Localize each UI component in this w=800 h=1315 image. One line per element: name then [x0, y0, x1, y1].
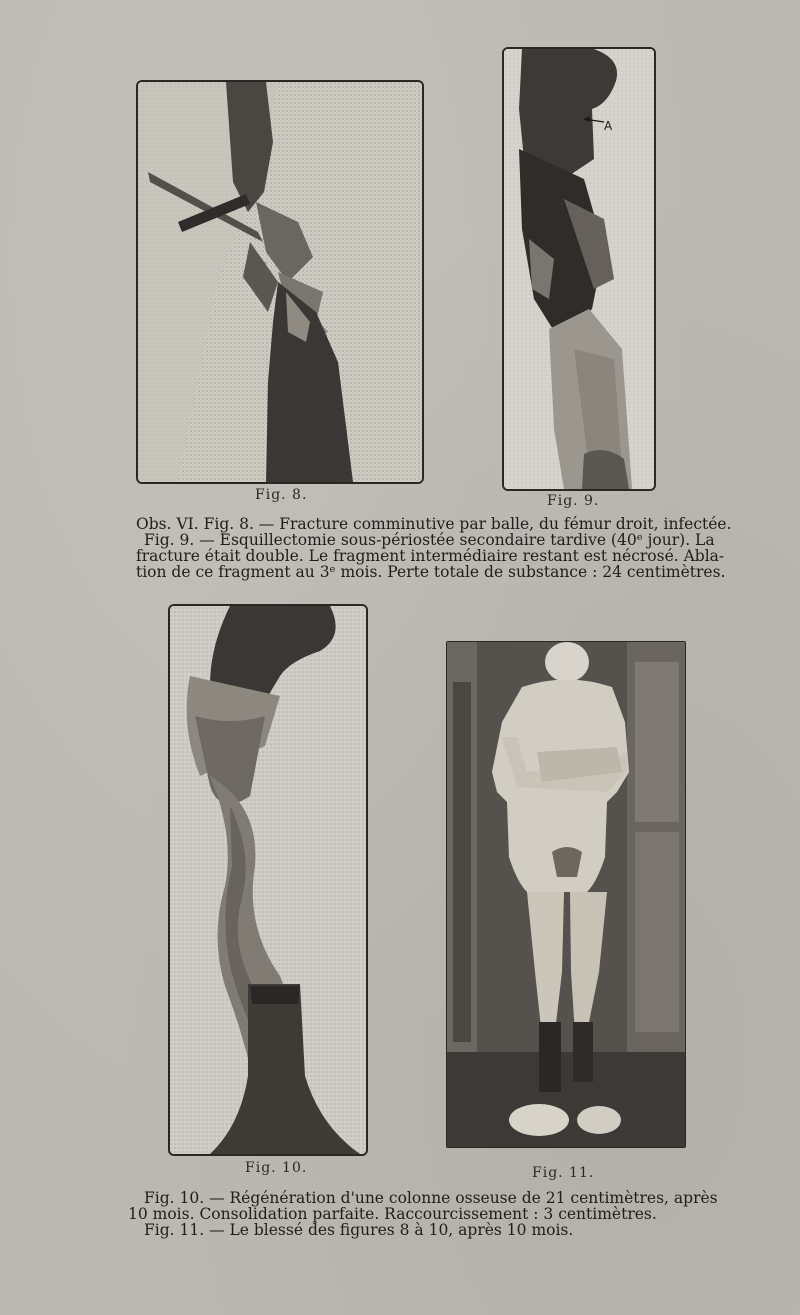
patient-photo	[447, 642, 685, 1147]
caption-top-line-3: fracture était double. Le fragment intermédiaire restant est nécrosé. Abla-	[136, 547, 725, 565]
fig-9-marker-a: A	[604, 119, 613, 133]
fracture-xray-image	[138, 82, 422, 482]
figure-10-label: Fig. 10.	[245, 1160, 308, 1176]
bone-specimen-image	[504, 49, 654, 489]
caption-bottom-line-2: 10 mois. Consolidation parfaite. Raccourcissement : 3 centimètres.	[128, 1205, 657, 1223]
caption-top-line-2: Fig. 9. — Esquillectomie sous-périostée secondaire tardive (40ᵉ jour). La	[144, 531, 715, 549]
figure-9-specimen	[502, 47, 656, 491]
regenerated-bone-image	[170, 606, 366, 1154]
caption-top	[136, 516, 732, 580]
figure-8-label: Fig. 8.	[255, 487, 308, 503]
caption-top-line-1: Obs. VI. Fig. 8. — Fracture comminutive par balle, du fémur droit, infectée.	[136, 515, 732, 533]
figure-11-label: Fig. 11.	[532, 1165, 595, 1181]
caption-top-line-4: tion de ce fragment au 3ᵉ mois. Perte totale de substance : 24 centimètres.	[136, 563, 726, 581]
fig-9-marker-arrow	[582, 112, 606, 126]
caption-bottom-line-3: Fig. 11. — Le blessé des figures 8 à 10, après 10 mois.	[144, 1221, 574, 1239]
figure-10-xray	[168, 604, 368, 1156]
caption-bottom-line-1: Fig. 10. — Régénération d'une colonne osseuse de 21 centimètres, après	[144, 1189, 718, 1207]
figure-8-xray	[136, 80, 424, 484]
caption-bottom	[128, 1190, 718, 1238]
figure-9-label: Fig. 9.	[547, 493, 600, 509]
figure-11-photo	[446, 641, 686, 1148]
